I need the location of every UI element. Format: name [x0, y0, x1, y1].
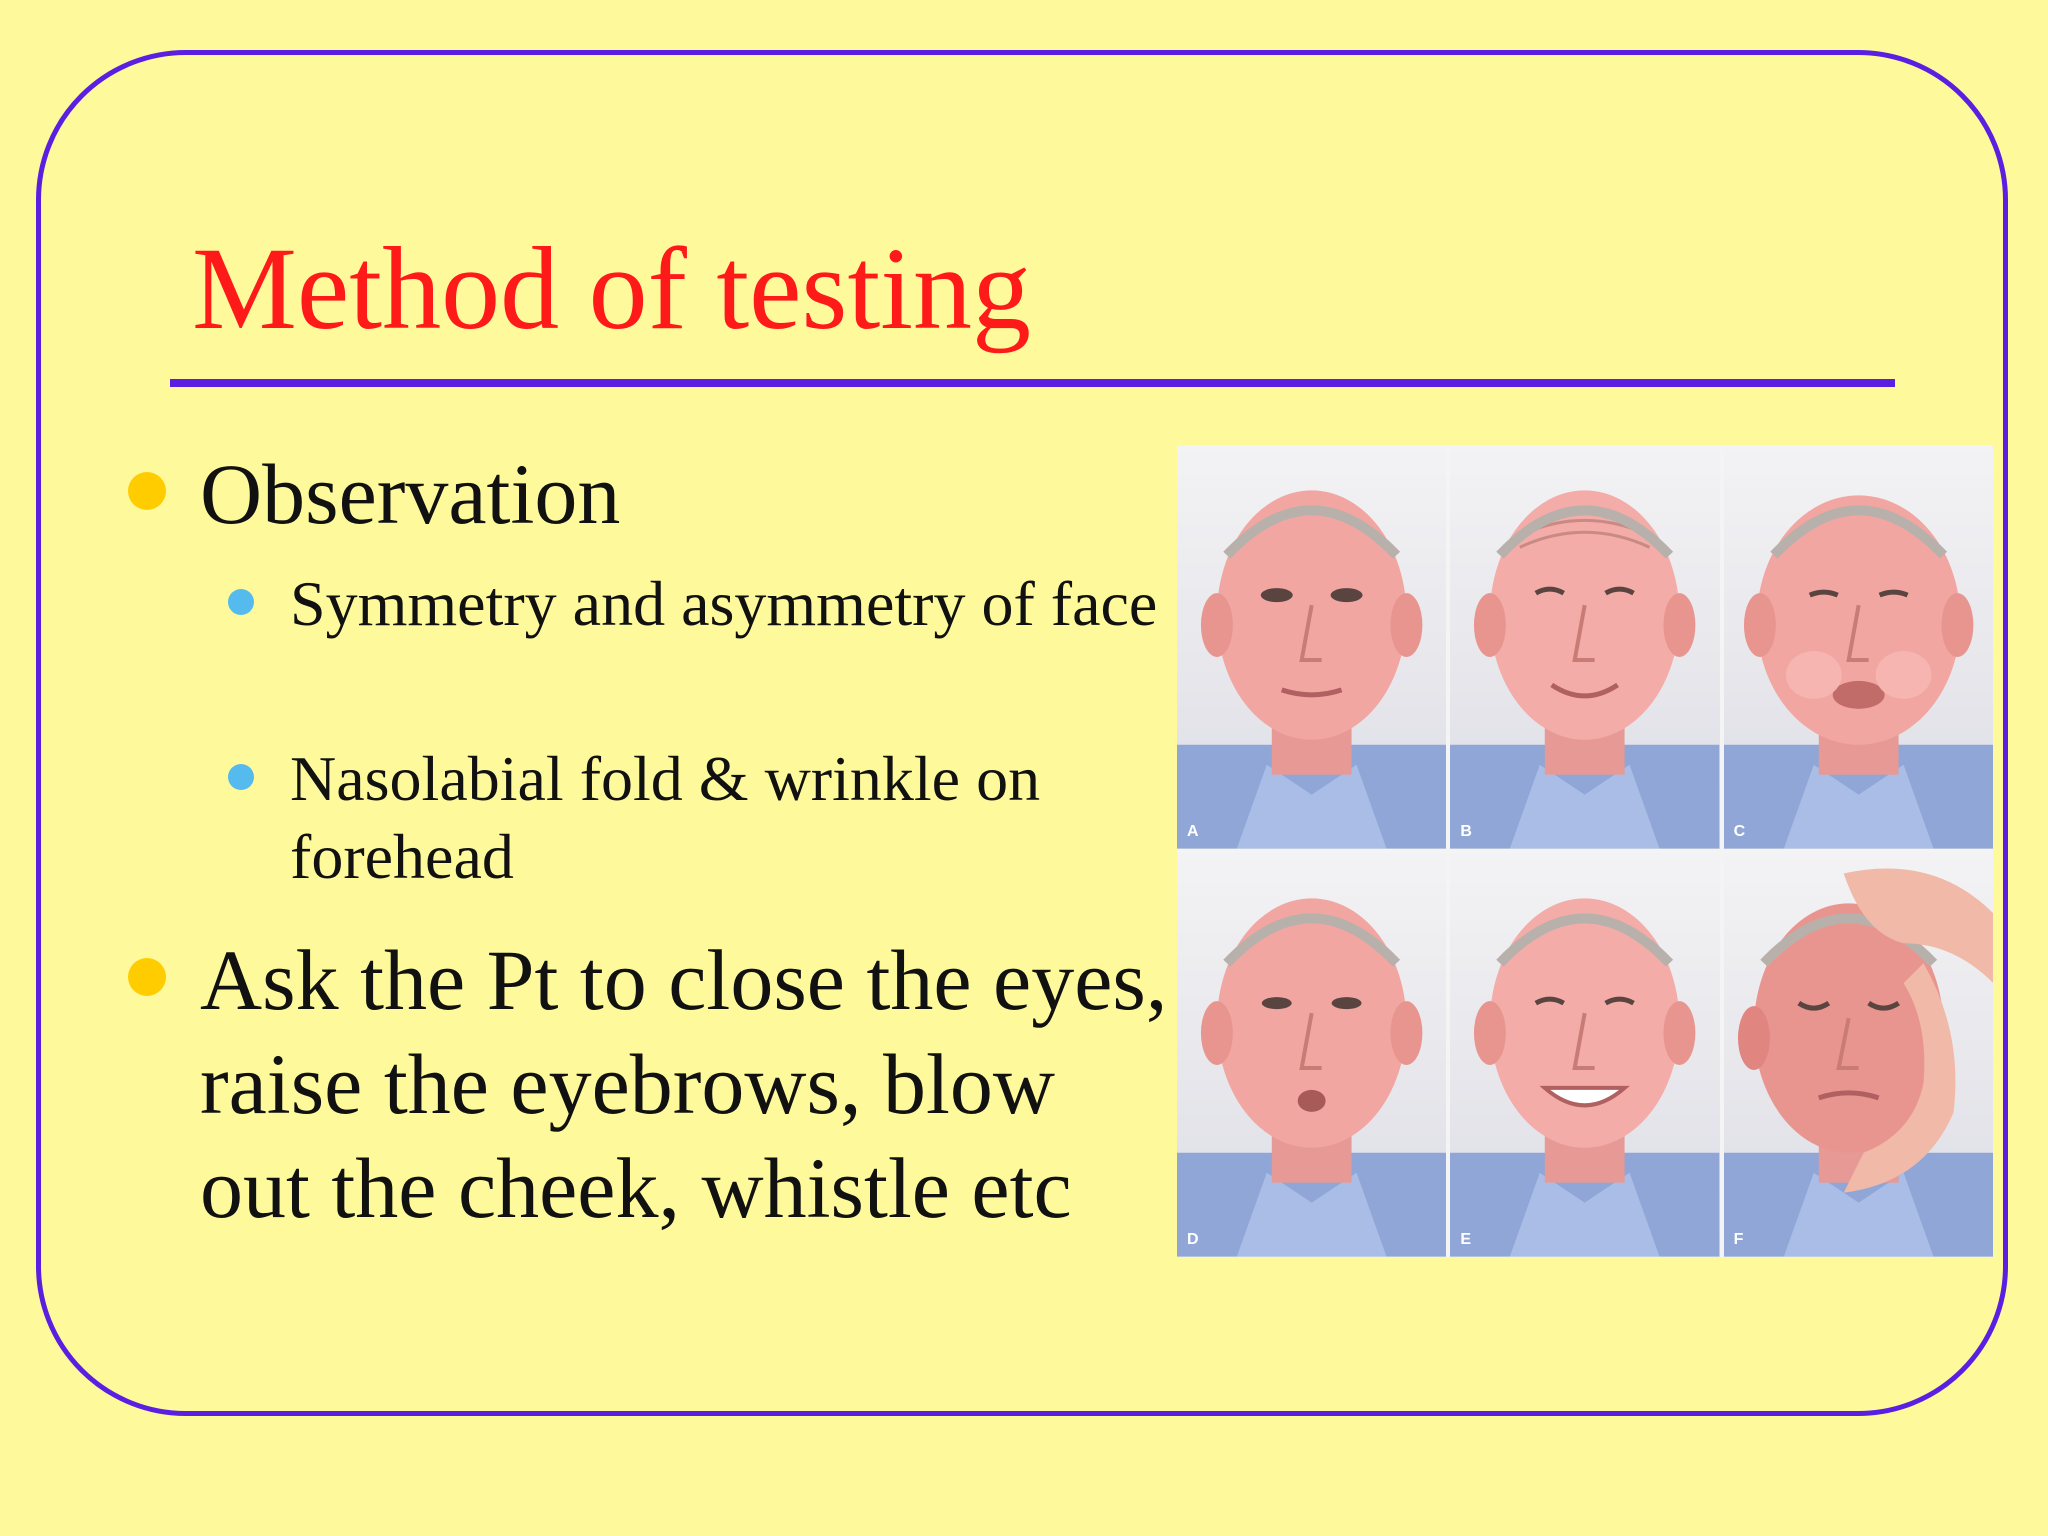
slide-title: Method of testing	[192, 223, 1032, 354]
bullet-observation: Observation	[200, 442, 1180, 546]
face-illustration-icon	[1177, 445, 1446, 849]
face-photo-e	[1450, 853, 1719, 1257]
face-illustration-icon	[1724, 445, 1993, 849]
panel-label: C	[1733, 823, 1746, 840]
face-illustration-icon	[1450, 853, 1719, 1257]
panel-label: E	[1460, 1231, 1471, 1248]
face-photo-c	[1724, 445, 1993, 849]
face-photo-f	[1724, 853, 1993, 1257]
sub-bullet-nasolabial: Nasolabial fold & wrinkle on forehead	[290, 740, 1170, 896]
sub-bullet-symmetry: Symmetry and asymmetry of face	[290, 565, 1170, 643]
panel-label: B	[1460, 823, 1472, 840]
bullet-ask-patient: Ask the Pt to close the eyes, raise the eyebrows, blow out the cheek, whistle etc	[200, 928, 1180, 1240]
face-photo-d	[1177, 853, 1446, 1257]
panel-label: D	[1187, 1231, 1199, 1248]
panel-label: A	[1187, 823, 1199, 840]
facial-expression-photo-grid	[1177, 445, 1993, 1257]
face-photo-a	[1177, 445, 1446, 849]
panel-label: F	[1733, 1231, 1744, 1248]
face-photo-b	[1450, 445, 1719, 849]
title-underline	[170, 379, 1895, 387]
face-illustration-icon	[1450, 445, 1719, 849]
face-illustration-icon	[1724, 853, 1993, 1257]
face-illustration-icon	[1177, 853, 1446, 1257]
